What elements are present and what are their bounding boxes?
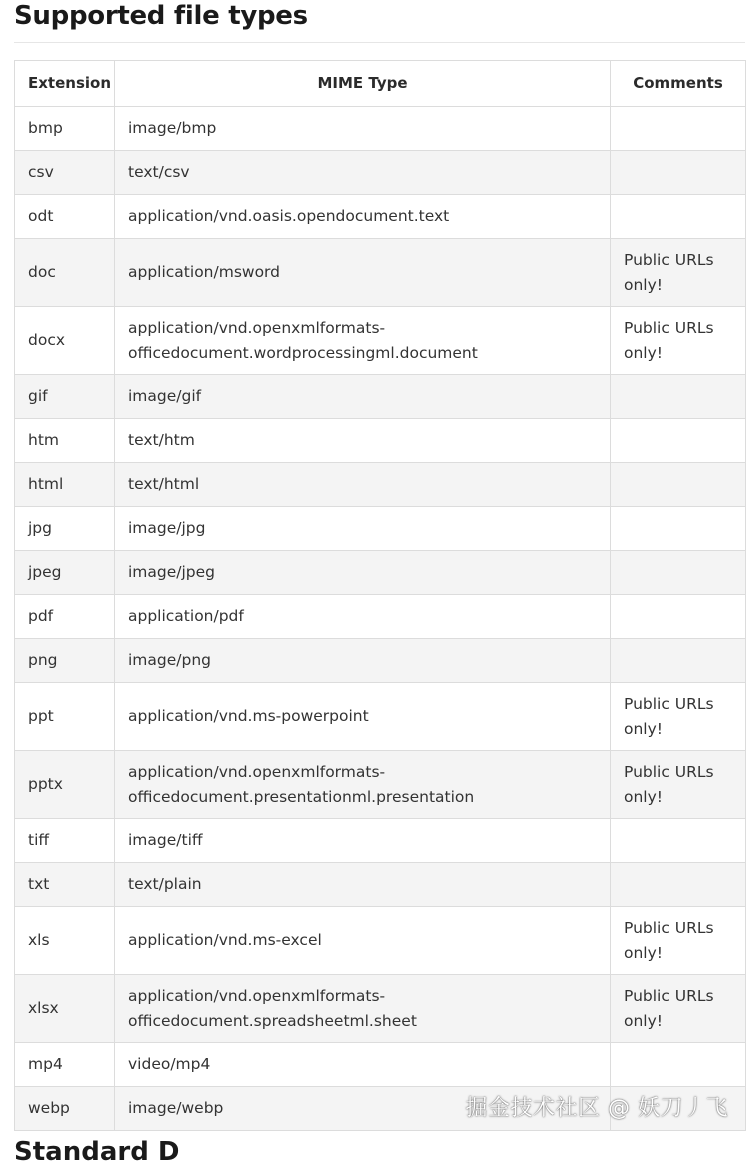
table-row — [15, 639, 746, 683]
cell-mime-type: image/bmp — [115, 107, 611, 151]
watermark: 掘金技术社区 @ 妖刀丿飞 — [465, 1096, 728, 1121]
cell-comment — [611, 419, 746, 463]
cell-mime-type: application/vnd.ms-excel — [115, 907, 611, 975]
cell-comment — [611, 1043, 746, 1087]
cell-comment — [611, 375, 746, 419]
cell-extension: jpeg — [15, 551, 115, 595]
title-divider — [14, 42, 745, 43]
cell-mime-type: text/plain — [115, 863, 611, 907]
table-row — [15, 595, 746, 639]
file-types-table-container — [14, 60, 745, 1131]
table-row — [15, 975, 746, 1043]
cell-comment: Public URLs only! — [611, 683, 746, 751]
cell-extension: ppt — [15, 683, 115, 751]
cell-mime-type: image/tiff — [115, 819, 611, 863]
cell-comment — [611, 151, 746, 195]
table-row — [15, 151, 746, 195]
cell-comment — [611, 595, 746, 639]
table-row — [15, 195, 746, 239]
table-row — [15, 239, 746, 307]
table-row — [15, 419, 746, 463]
cell-mime-type: application/vnd.openxmlformats- officedocument.spreadsheetml.sheet — [115, 975, 611, 1043]
table-row — [15, 375, 746, 419]
cell-extension: htm — [15, 419, 115, 463]
cell-extension: html — [15, 463, 115, 507]
cell-extension: jpg — [15, 507, 115, 551]
cell-mime-type: image/png — [115, 639, 611, 683]
table-row — [15, 307, 746, 375]
cell-extension: png — [15, 639, 115, 683]
cell-mime-type: application/vnd.ms-powerpoint — [115, 683, 611, 751]
table-row — [15, 507, 746, 551]
cell-extension: docx — [15, 307, 115, 375]
header-mime-type: MIME Type — [115, 61, 611, 107]
table-row — [15, 819, 746, 863]
cell-mime-type: text/htm — [115, 419, 611, 463]
cell-extension: webp — [15, 1087, 115, 1131]
cell-comment — [611, 463, 746, 507]
cell-extension: odt — [15, 195, 115, 239]
cell-mime-type: image/gif — [115, 375, 611, 419]
cell-mime-type: text/html — [115, 463, 611, 507]
cell-comment — [611, 107, 746, 151]
cell-mime-type: application/vnd.openxmlformats- officedocument.presentationml.presentation — [115, 751, 611, 819]
cell-comment: Public URLs only! — [611, 975, 746, 1043]
table-row — [15, 1043, 746, 1087]
cell-mime-type: application/vnd.oasis.opendocument.text — [115, 195, 611, 239]
cell-comment — [611, 819, 746, 863]
cell-extension: csv — [15, 151, 115, 195]
table-row — [15, 463, 746, 507]
cell-comment — [611, 551, 746, 595]
table-row — [15, 107, 746, 151]
cell-mime-type: application/vnd.openxmlformats- officedocument.wordprocessingml.document — [115, 307, 611, 375]
cell-extension: pptx — [15, 751, 115, 819]
cell-extension: txt — [15, 863, 115, 907]
header-comments: Comments — [611, 61, 746, 107]
cell-comment: Public URLs only! — [611, 751, 746, 819]
cell-mime-type: application/msword — [115, 239, 611, 307]
cell-mime-type: video/mp4 — [115, 1043, 611, 1087]
next-section-heading: Standard D — [14, 1137, 180, 1167]
table-body — [15, 107, 746, 1131]
cell-mime-type: application/pdf — [115, 595, 611, 639]
cell-mime-type: image/jpg — [115, 507, 611, 551]
cell-comment — [611, 195, 746, 239]
cell-mime-type: image/webp — [115, 1087, 611, 1131]
cell-extension: xlsx — [15, 975, 115, 1043]
cell-extension: bmp — [15, 107, 115, 151]
cell-comment — [611, 507, 746, 551]
cell-comment: Public URLs only! — [611, 239, 746, 307]
file-types-table — [14, 60, 746, 1131]
page-title: Supported file types — [14, 1, 308, 31]
table-header-row — [15, 61, 746, 107]
cell-extension: gif — [15, 375, 115, 419]
cell-extension: tiff — [15, 819, 115, 863]
cell-extension: mp4 — [15, 1043, 115, 1087]
cell-comment: Public URLs only! — [611, 307, 746, 375]
cell-extension: doc — [15, 239, 115, 307]
cell-mime-type: text/csv — [115, 151, 611, 195]
cell-mime-type: image/jpeg — [115, 551, 611, 595]
table-row — [15, 751, 746, 819]
table-row — [15, 863, 746, 907]
cell-extension: xls — [15, 907, 115, 975]
cell-comment — [611, 639, 746, 683]
cell-extension: pdf — [15, 595, 115, 639]
cell-comment — [611, 863, 746, 907]
table-row — [15, 683, 746, 751]
header-extension: Extension — [15, 61, 115, 107]
cell-comment: Public URLs only! — [611, 907, 746, 975]
table-row — [15, 907, 746, 975]
table-row — [15, 551, 746, 595]
